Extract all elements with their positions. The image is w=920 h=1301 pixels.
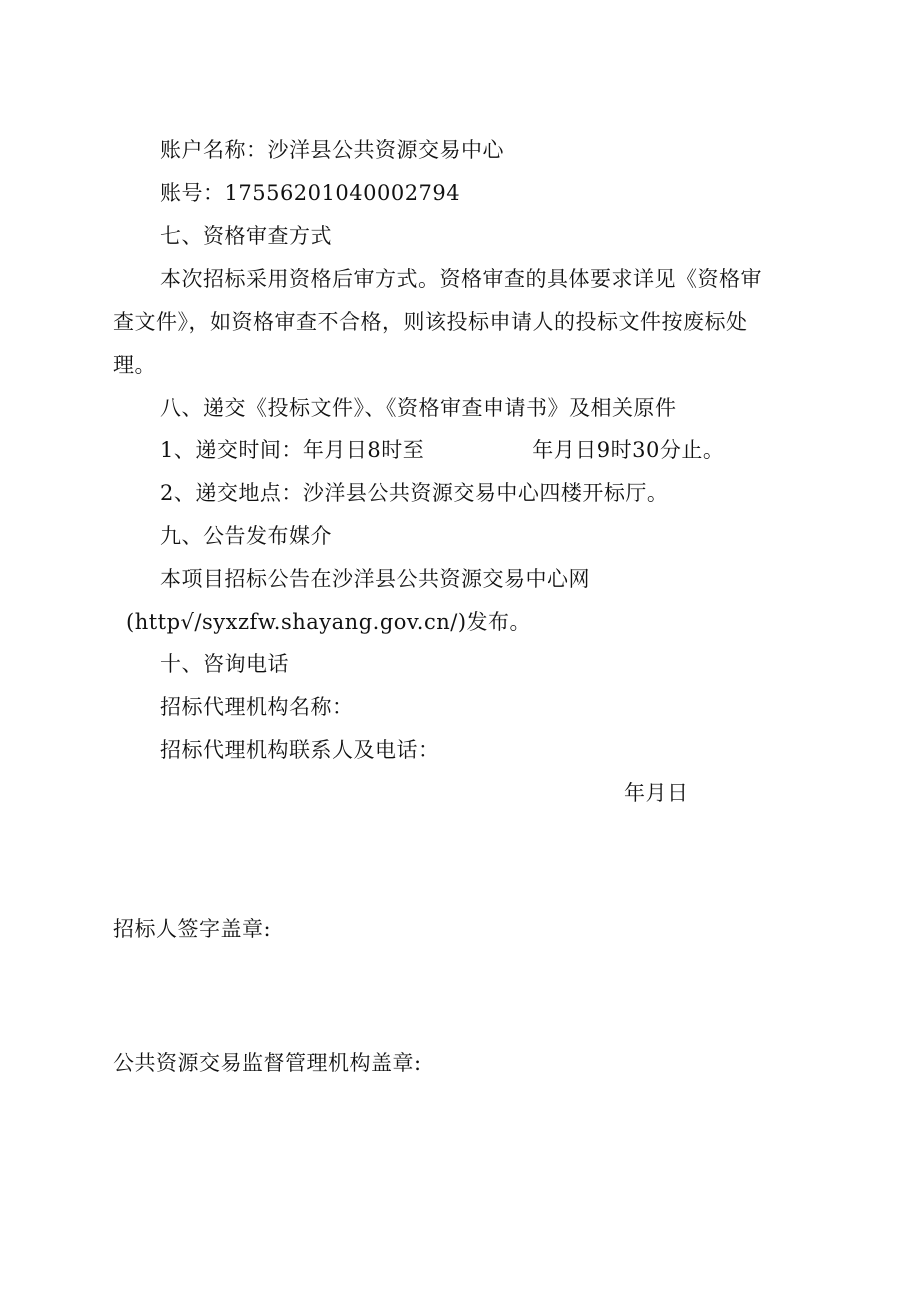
- submission-time-start: 1、递交时间：年月日8时至: [160, 438, 425, 462]
- section9-paragraph-line2: (http√/syxzfw.shayang.gov.cn/)发布。: [126, 610, 532, 634]
- account-number: 账号：17556201040002794: [160, 181, 461, 205]
- section7-paragraph-line2: 查文件》，如资格审查不合格，则该投标申请人的投标文件按废标处: [113, 310, 748, 334]
- agency-contact: 招标代理机构联系人及电话：: [160, 738, 440, 762]
- section8-heading: 八、递交《投标文件》、《资格审查申请书》及相关原件: [160, 396, 677, 420]
- section9-paragraph-line1: 本项目招标公告在沙洋县公共资源交易中心网: [160, 567, 590, 591]
- section7-paragraph-line1: 本次招标采用资格后审方式。资格审查的具体要求详见《资格审: [160, 267, 762, 291]
- account-name: 账户名称：沙洋县公共资源交易中心: [160, 138, 504, 162]
- section8-item2: 2、递交地点：沙洋县公共资源交易中心四楼开标厅。: [160, 481, 669, 505]
- date-line: 年月日: [624, 781, 689, 805]
- section9-heading: 九、公告发布媒介: [160, 524, 332, 548]
- tenderer-seal: 招标人签字盖章:: [113, 917, 272, 941]
- section8-item1: [160, 435, 724, 465]
- supervision-seal: 公共资源交易监督管理机构盖章:: [113, 1051, 422, 1075]
- agency-name: 招标代理机构名称：: [160, 695, 354, 719]
- section7-paragraph-line3: 理。: [113, 353, 156, 377]
- submission-time-end: 年月日9时30分止。: [532, 438, 725, 462]
- section7-heading: 七、资格审查方式: [160, 224, 332, 248]
- section10-heading: 十、咨询电话: [160, 652, 289, 676]
